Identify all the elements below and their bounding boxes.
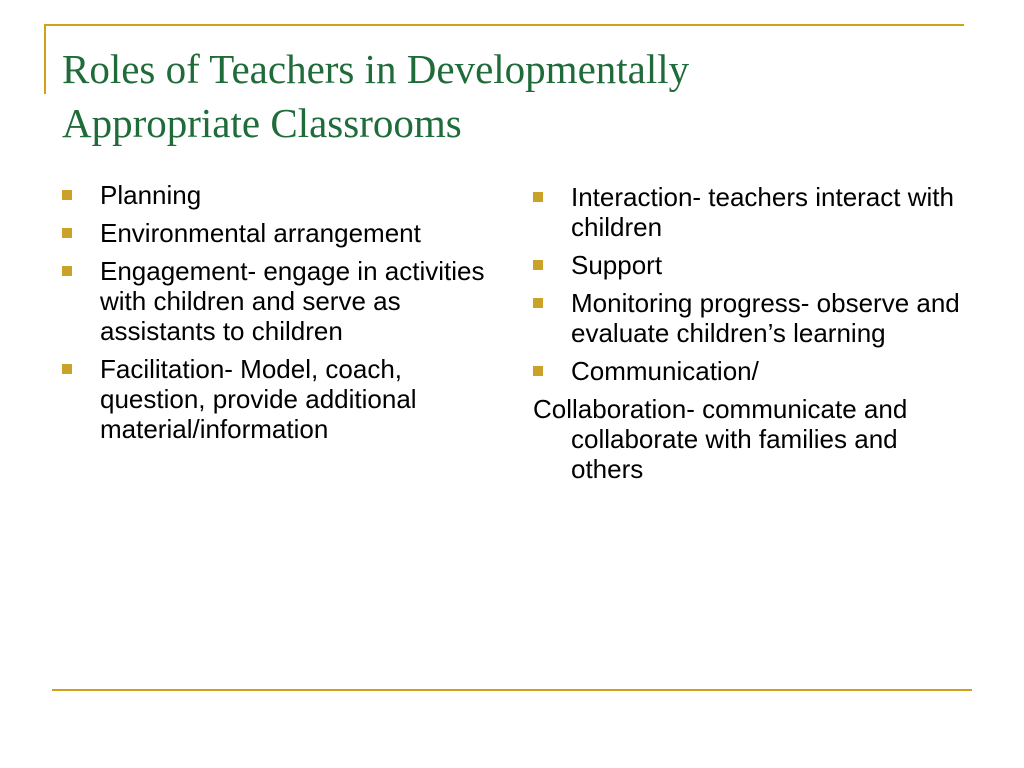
- right-bullet-list: [533, 182, 973, 492]
- list-item: [533, 250, 973, 280]
- square-bullet-icon: [533, 260, 543, 270]
- square-bullet-icon: [533, 298, 543, 308]
- list-item-text: Environmental arrangement: [100, 218, 421, 248]
- list-item-text: Support: [571, 250, 663, 280]
- square-bullet-icon: [533, 366, 543, 376]
- left-rule: [44, 24, 46, 94]
- slide-title: [62, 42, 962, 150]
- list-item-text: Communication/: [571, 356, 759, 386]
- title-line-1: Roles of Teachers in Developmentally: [62, 46, 690, 92]
- square-bullet-icon: [62, 190, 72, 200]
- square-bullet-icon: [62, 228, 72, 238]
- list-item-continuation: [533, 394, 973, 484]
- list-item-text: Engagement- engage in activities with children and serve as assistants to children: [100, 256, 485, 346]
- list-item: [62, 180, 492, 210]
- list-item-text: Planning: [100, 180, 202, 210]
- list-item: [62, 354, 492, 444]
- bottom-rule: [52, 689, 972, 691]
- list-item-text: Monitoring progress- observe and evaluate children’s learning: [571, 288, 960, 348]
- title-line-2: Appropriate Classrooms: [62, 100, 462, 146]
- list-item-text: Collaboration- communicate and collaborate with families and others: [533, 394, 908, 484]
- list-item: [533, 356, 973, 386]
- list-item: [62, 256, 492, 346]
- square-bullet-icon: [62, 364, 72, 374]
- list-item: [533, 182, 973, 242]
- list-item: [533, 288, 973, 348]
- top-rule: [44, 24, 964, 26]
- square-bullet-icon: [62, 266, 72, 276]
- list-item-text: Facilitation- Model, coach, question, provide additional material/information: [100, 354, 417, 444]
- square-bullet-icon: [533, 192, 543, 202]
- list-item-text: Interaction- teachers interact with children: [571, 182, 954, 242]
- list-item: [62, 218, 492, 248]
- left-bullet-list: [62, 180, 492, 452]
